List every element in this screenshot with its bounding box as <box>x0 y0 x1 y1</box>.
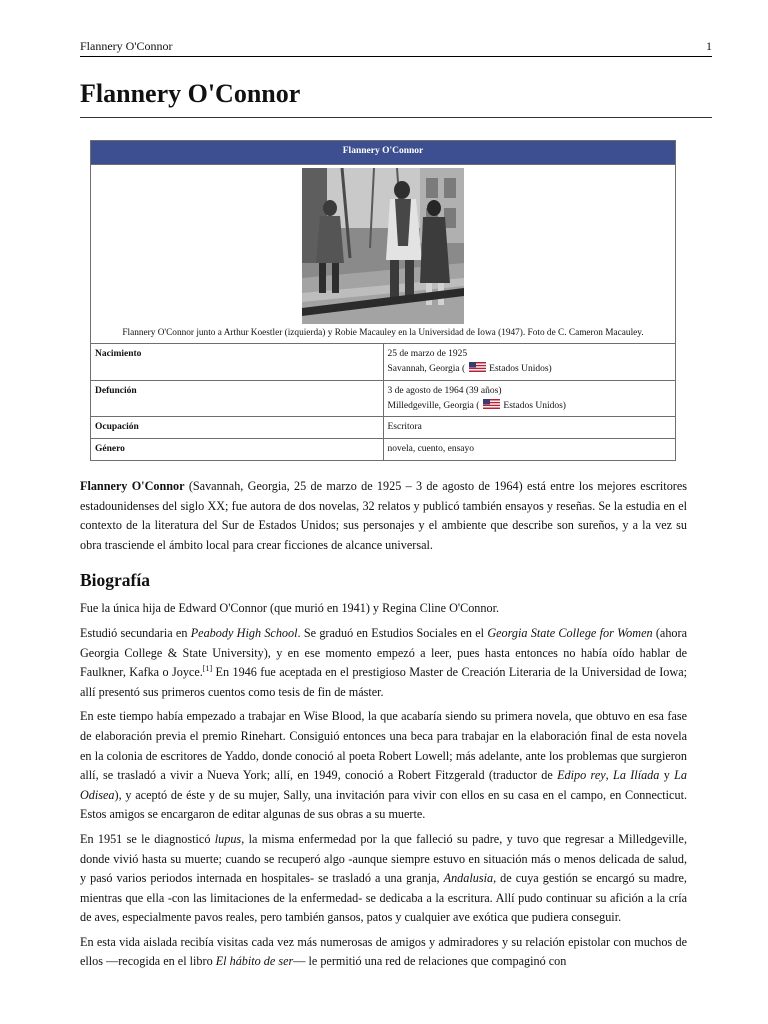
infobox-label: Defunción <box>91 380 384 416</box>
section-heading-biography: Biografía <box>80 570 150 591</box>
birth-place[interactable]: Savannah, Georgia ( <box>387 364 466 375</box>
infobox <box>90 140 676 461</box>
infobox-row-occupation <box>91 417 676 439</box>
infobox-photo-cell <box>91 165 676 325</box>
infobox-value: novela, cuento, ensayo <box>383 439 676 461</box>
page-number: 1 <box>706 39 712 53</box>
reference-link[interactable]: [1] <box>202 664 213 674</box>
bio-paragraph-4: En 1951 se le diagnosticó lupus, la misma enfermedad por la que falleció su padre, y tuvo que regresar a Milledgeville, donde vivió hasta su muerte; cuando se recuperó algo -aunque siempre estuvo en situación más o menos delicada de salud, y pasó varios periodos internada en hospitales- se trasladó a una granja, Andalusia, de cuya gestión se encargó su madre, mientras que ella -con las limitaciones de la enfermedad- se dedicaba a la escritura. Allí pudo continuar su afición a la cría de aves, especialmente pavos reales, pero también gansos, patos y cualquier ave exótica que pudiera conseguir. <box>80 831 687 925</box>
infobox-heading: Flannery O'Connor <box>91 141 676 165</box>
page-title: Flannery O'Connor <box>80 79 712 118</box>
infobox-label: Género <box>91 439 384 461</box>
birth-country[interactable]: Estados Unidos) <box>489 364 552 375</box>
infobox-label: Nacimiento <box>91 344 384 380</box>
infobox-value <box>383 344 676 380</box>
infobox-label: Ocupación <box>91 417 384 439</box>
us-flag-icon <box>469 362 486 372</box>
infobox-row-death <box>91 380 676 416</box>
subject-name: Flannery O'Connor <box>80 479 185 493</box>
infobox-value: Escritora <box>383 417 676 439</box>
bio-paragraph-2: Estudió secundaria en Peabody High School. Se graduó en Estudios Sociales en el Georgia State College for Women (ahora Georgia College & State University), y en ese momento empezó a leer, pues hasta entonces no había oído hablar de Faulkner, Kafka o Joyce.[1] En 1946 fue aceptada en el prestigioso Master de Creación Literaria de la Universidad de Iowa; allí presentó sus primeros cuentos como tesis de fin de máster. <box>80 625 687 699</box>
birth-date: 25 de marzo de 1925 <box>387 349 468 360</box>
bio-paragraph-1: Fue la única hija de Edward O'Connor (que murió en 1941) y Regina Cline O'Connor. <box>80 601 500 616</box>
death-country[interactable]: Estados Unidos) <box>503 400 566 411</box>
intro-paragraph: Flannery O'Connor (Savannah, Georgia, 25 de marzo de 1925 – 3 de agosto de 1964) está entre los mejores escritores estadounidenses del siglo XX; fue autora de dos novelas, 32 relatos y publicó también ensayos y reseñas. Se la estudia en el contexto de la literatura del Sur de Estados Unidos; sus personajes y el ambiente que describe son sureños, y a la vez su obra trasciende el ámbito local para crear ficciones de alcance universal. <box>80 479 687 552</box>
photo-caption: Flannery O'Connor junto a Arthur Koestler (izquierda) y Robie Macauley en la Universidad de Iowa (1947). Foto de C. Cameron Macauley. <box>91 324 676 344</box>
running-title: Flannery O'Connor <box>80 39 173 53</box>
running-header <box>80 38 712 57</box>
infobox-value <box>383 380 676 416</box>
bio-paragraph-5: En esta vida aislada recibía visitas cada vez más numerosas de amigos y admiradores y su relación epistolar con muchos de ellos —recogida en el libro El hábito de ser— le permitió una red de relaciones que compaginó con <box>80 934 687 969</box>
portrait-photo[interactable] <box>302 168 464 324</box>
bio-paragraph-3: En este tiempo había empezado a trabajar en Wise Blood, la que acabaría siendo su primera novela, que obtuvo en esa fase de elaboración previa el premio Rinehart. Consiguió entonces una beca para trabajar en la elaboración final de esta novela en la colonia de escritores de Yaddo, donde conoció al poeta Robert Lowell; más adelante, ante los problemas que surgieron allí, se trasladó a vivir a Nueva York; allí, en 1949, conoció a Robert Fitzgerald (traductor de Edipo rey, La Ilíada y La Odisea), y aceptó de éste y de su mujer, Sally, una invitación para vivir con ellos en su casa en el campo, en Connecticut. Estos amigos se encargaron de editar algunas de sus obras a su muerte. <box>80 709 688 822</box>
infobox-row-genre <box>91 439 676 461</box>
us-flag-icon <box>483 399 500 409</box>
death-place[interactable]: Milledgeville, Georgia ( <box>387 400 480 411</box>
infobox-row-birth <box>91 344 676 380</box>
death-date: 3 de agosto de 1964 (39 años) <box>387 385 502 396</box>
article-body <box>80 477 687 977</box>
